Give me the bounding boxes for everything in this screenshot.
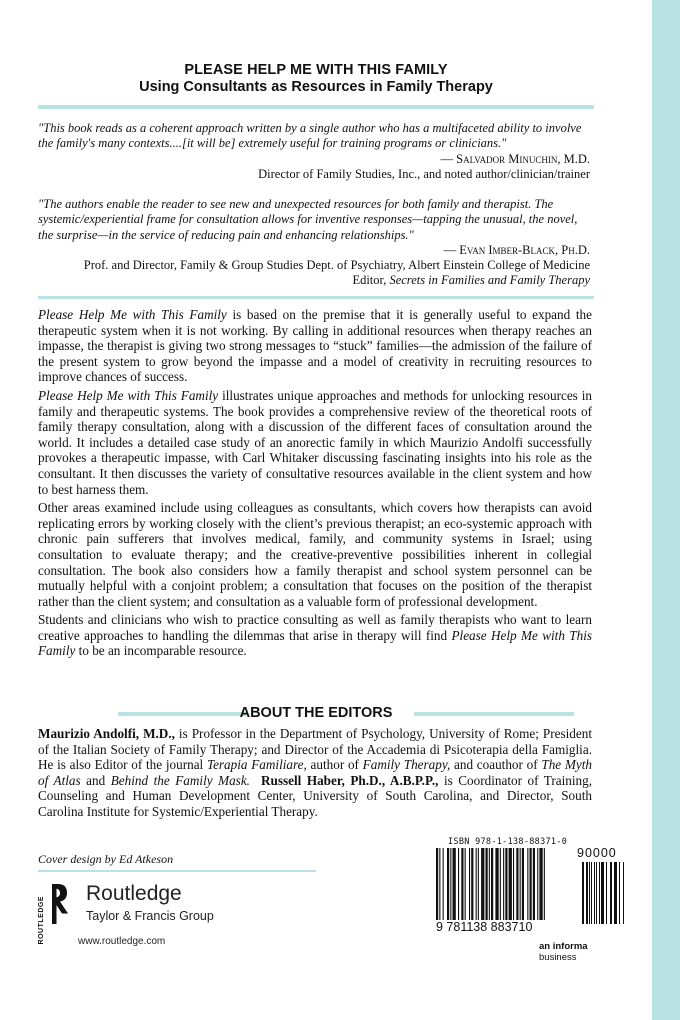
endorsement-text: "The authors enable the reader to see new and unexpected resources for both family and therapist. The systemic/experiential frame for consultation allows for inventive responses—tapping the unusual, the novel, the surprise—in the service of reducing pain and enhancing relationships.": [38, 197, 578, 242]
barcode-bar: [447, 848, 449, 920]
informa-tagline: an informa business: [539, 941, 588, 963]
description: [38, 307, 592, 662]
barcode-bar: [486, 848, 488, 920]
barcode-addon-bar: [619, 862, 620, 924]
barcode-bar: [522, 848, 524, 920]
barcode-addon-bar: [623, 862, 624, 924]
barcode-bar: [513, 848, 514, 920]
cover-credit: Cover design by Ed Atkeson: [38, 852, 174, 866]
barcode-addon-bar: [601, 862, 604, 924]
barcode-bar: [450, 848, 451, 920]
endorsement-affiliation: Prof. and Director, Family & Group Studies Dept. of Psychiatry, Albert Einstein College of Medicine: [83, 258, 590, 273]
barcode-bar: [458, 848, 459, 920]
title-block: [38, 62, 594, 96]
barcode-bar: [505, 848, 507, 920]
barcode-bar: [478, 848, 479, 920]
barcode-bar: [453, 848, 456, 920]
spine-color-strip: [652, 0, 680, 1020]
about-heading-label: ABOUT THE EDITORS: [239, 705, 393, 721]
barcode-bar: [527, 848, 528, 920]
barcode-addon-bar: [591, 862, 592, 924]
barcode-bar: [471, 848, 473, 920]
barcode-bar: [443, 848, 444, 920]
barcode-addon-bar: [596, 862, 597, 924]
barcode-addon-bar: [586, 862, 588, 924]
description-paragraph: Students and clinicians who wish to practice consulting as well as family therapists who want to learn creative approaches to handling the dilemmas that arise in therapy will find Please Help Me with This Family to be an incomparable resource.: [38, 612, 592, 659]
barcode-addon-bar: [582, 862, 584, 924]
barcode-bar: [489, 848, 490, 920]
barcode-addon-digits: 90000: [577, 846, 617, 860]
barcode-addon-bar: [614, 862, 617, 924]
endorsement-author: — Evan Imber-Black, Ph.D.: [443, 242, 590, 257]
barcode-bar: [533, 848, 535, 920]
barcode-bar: [469, 848, 470, 920]
barcode-bar: [544, 848, 545, 920]
credit-rule: [38, 870, 316, 872]
barcode-bar: [516, 848, 518, 920]
barcode-bar: [530, 848, 532, 920]
barcode-bar: [509, 848, 512, 920]
book-title: PLEASE HELP ME WITH THIS FAMILY: [184, 62, 448, 78]
barcode-addon-bar: [589, 862, 590, 924]
barcode-bar: [495, 848, 498, 920]
endorsement-text: "This book reads as a coherent approach written by a single author who has a multifaceted ability to involve the family's many contexts....[it will be] extremely useful for training programs or clinicians.": [38, 121, 582, 151]
endorsement-affiliation-2: Editor, Secrets in Families and Family Therapy: [352, 273, 590, 288]
publisher-website: www.routledge.com: [78, 936, 166, 947]
description-paragraph: Other areas examined include using colleagues as consultants, which covers how therapists can avoid replicating errors by working closely with the client’s previous therapist; an eco-systemic approach with chronic pain sufferers that involves medical, family, and community systems in Israel; using consultation to evaluate therapy; and the creative-preventive possibilities inherent in collegial consultation. The book also considers how a family therapist and school system personnel can be mutually helpful with a conjoint problem; a consultation that focuses on the position of the therapist rather than the client system; and consultation as a valuable form of professional development.: [38, 500, 592, 609]
barcode-bar: [439, 848, 440, 920]
endorsement-affiliation: Director of Family Studies, Inc., and noted author/clinician/trainer: [258, 166, 590, 181]
barcode-bar: [503, 848, 504, 920]
barcode-digits: 9 781138 883710: [436, 920, 533, 934]
endorsement-rule: [38, 296, 594, 299]
about-editors-heading: [38, 704, 594, 722]
barcode-bar: [491, 848, 493, 920]
barcode-bar: [500, 848, 501, 920]
book-subtitle: Using Consultants as Resources in Family Therapy: [139, 79, 493, 95]
editors-bio: Maurizio Andolfi, M.D., is Professor in the Department of Psychology, University of Rome; President of the Italian Society of Family Therapy; and Director of the Accademia di Psicoterapia della Famiglia. He is also Editor of the journal Terapia Familiare, author of Family Therapy, and coauthor of The Myth of Atlas and Behind the Family Mask. Russell Haber, Ph.D., A.B.P.P., is Coordinator of Training, Counseling and Human Development Center, University of South Carolina, and Director, South Carolina Institute for Systemic/Experiential Therapy.: [38, 726, 593, 819]
barcode-bar: [461, 848, 463, 920]
barcode-bar: [476, 848, 477, 920]
barcode-addon-bar: [610, 862, 612, 924]
publisher-group: Taylor & Francis Group: [86, 909, 214, 923]
barcode-bar: [436, 848, 438, 920]
endorsement-1: [38, 121, 590, 182]
barcode-addon-bar: [599, 862, 600, 924]
endorsement-2: [38, 197, 590, 289]
barcode-bar: [537, 848, 538, 920]
description-paragraph: Please Help Me with This Family illustrates unique approaches and methods for unlocking resources in family and therapeutic systems. The book provides a comprehensive review of the theoretical roots of family therapy consultation, along with a discussion of the different faces of consultation around the world. It includes a detailed case study of an anorectic family in which Maurizio Andolfi successfully provokes a therapeutic impasse, with Carl Whitaker discussing fascinating insights into his role as the consultant. It then discusses the variety of consultative resources available in the client system and how to best harness them.: [38, 387, 592, 497]
description-paragraph: Please Help Me with This Family is based on the premise that it is generally useful to expand the therapeutic system when it is not working. By calling in additional resources when therapy reaches an impasse, the therapist is giving two strong messages to “stuck” families—the admission of the failure of the present system to grow beyond the impasse and a model of creativity in recruiting resources to improve chances of success.: [38, 307, 592, 385]
barcode-bar: [481, 848, 484, 920]
barcode-bar: [465, 848, 466, 920]
barcode-bar: [539, 848, 542, 920]
isbn-number: ISBN 978-1-138-88371-0: [448, 837, 568, 847]
title-rule: [38, 105, 594, 109]
barcode-addon-bar: [606, 862, 607, 924]
logo-vertical-text: ROUTLEDGE: [38, 896, 45, 945]
endorsement-author: — Salvador Minuchin, M.D.: [440, 151, 590, 166]
publisher-name: Routledge: [86, 882, 182, 905]
barcode-bar: [520, 848, 521, 920]
barcode-addon-bar: [594, 862, 595, 924]
